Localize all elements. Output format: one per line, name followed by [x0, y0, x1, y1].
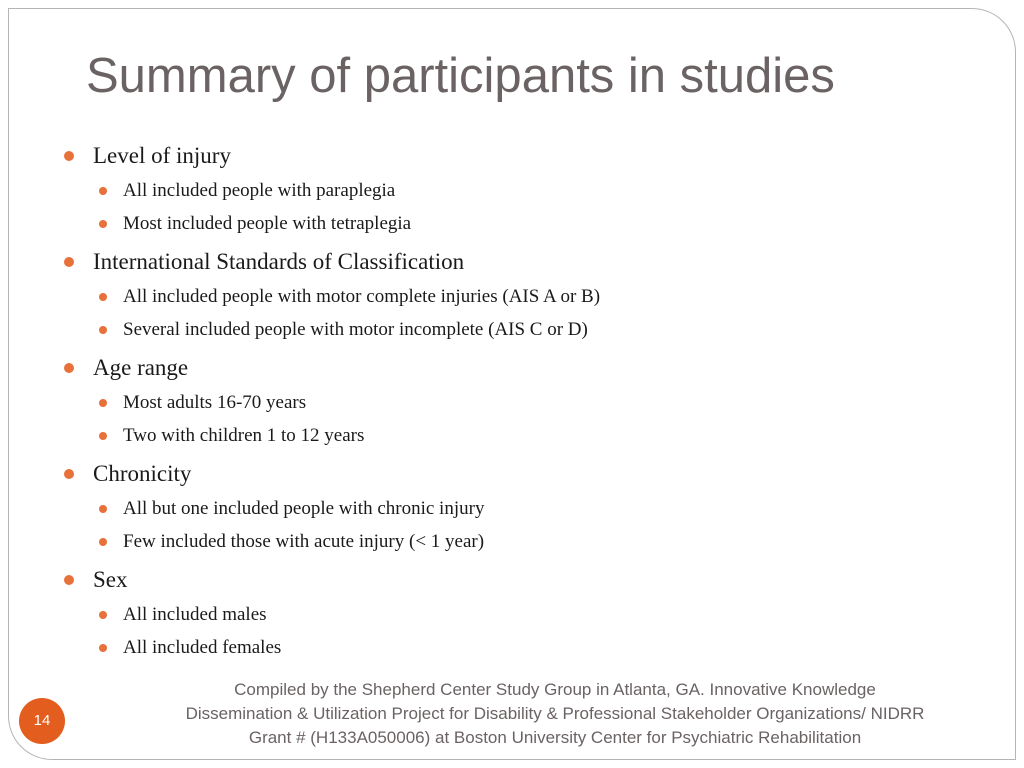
- footer-line: Dissemination & Utilization Project for Disability & Professional Stakeholder Organizations/ NIDRR: [185, 704, 925, 723]
- sub-item-text: All but one included people with chronic injury: [123, 498, 485, 519]
- content-list: [60, 140, 960, 670]
- sub-item-text: Most adults 16-70 years: [123, 392, 307, 413]
- bullet-dot-icon: [64, 151, 74, 161]
- section-chronicity: [60, 458, 960, 558]
- list-item: [60, 525, 960, 558]
- sub-item-text: All included males: [123, 604, 267, 625]
- list-item: [60, 313, 960, 346]
- bullet-dot-icon: [99, 293, 107, 301]
- sub-list: [60, 280, 960, 346]
- section-sex: [60, 564, 960, 664]
- list-item: [60, 174, 960, 207]
- sub-item-text: Most included people with tetraplegia: [123, 213, 412, 234]
- sub-item-text: All included people with motor complete injuries (AIS A or B): [123, 286, 601, 307]
- sub-list: [60, 492, 960, 558]
- section-heading: Age range: [93, 355, 189, 380]
- bullet-dot-icon: [99, 220, 107, 228]
- sub-item-text: Several included people with motor incomplete (AIS C or D): [123, 319, 588, 340]
- footer-line: Grant # (H133A050006) at Boston University Center for Psychiatric Rehabilitation: [248, 728, 862, 747]
- sub-item-text: All included people with paraplegia: [123, 180, 396, 201]
- list-item: [60, 280, 960, 313]
- list-item: [60, 352, 960, 384]
- list-item: [60, 492, 960, 525]
- bullet-dot-icon: [99, 611, 107, 619]
- section-heading: Chronicity: [93, 461, 192, 486]
- footer-citation: [100, 678, 1010, 750]
- list-item: [60, 631, 960, 664]
- section-heading: Sex: [93, 567, 128, 592]
- list-item: [60, 564, 960, 596]
- sub-list: [60, 598, 960, 664]
- bullet-dot-icon: [99, 187, 107, 195]
- sub-list: [60, 174, 960, 240]
- section-age-range: [60, 352, 960, 452]
- bullet-dot-icon: [64, 257, 74, 267]
- sub-list: [60, 386, 960, 452]
- bullet-dot-icon: [64, 363, 74, 373]
- section-level-of-injury: [60, 140, 960, 240]
- section-classification: [60, 246, 960, 346]
- list-item: [60, 598, 960, 631]
- bullet-dot-icon: [99, 505, 107, 513]
- section-heading: Level of injury: [93, 143, 231, 168]
- list-item: [60, 458, 960, 490]
- sub-item-text: Few included those with acute injury (< 1 year): [123, 531, 485, 552]
- list-item: [60, 386, 960, 419]
- section-heading: International Standards of Classification: [93, 249, 465, 274]
- bullet-dot-icon: [64, 469, 74, 479]
- slide-title: Summary of participants in studies: [86, 49, 835, 103]
- bullet-dot-icon: [99, 326, 107, 334]
- bullet-dot-icon: [64, 575, 74, 585]
- footer-line: Compiled by the Shepherd Center Study Group in Atlanta, GA. Innovative Knowledge: [234, 680, 876, 699]
- bullet-dot-icon: [99, 644, 107, 652]
- page-number-badge: 14: [19, 698, 65, 744]
- bullet-dot-icon: [99, 399, 107, 407]
- list-item: [60, 419, 960, 452]
- sub-item-text: Two with children 1 to 12 years: [123, 425, 365, 446]
- bullet-dot-icon: [99, 432, 107, 440]
- list-item: [60, 140, 960, 172]
- list-item: [60, 246, 960, 278]
- bullet-dot-icon: [99, 538, 107, 546]
- sub-item-text: All included females: [123, 637, 282, 658]
- list-item: [60, 207, 960, 240]
